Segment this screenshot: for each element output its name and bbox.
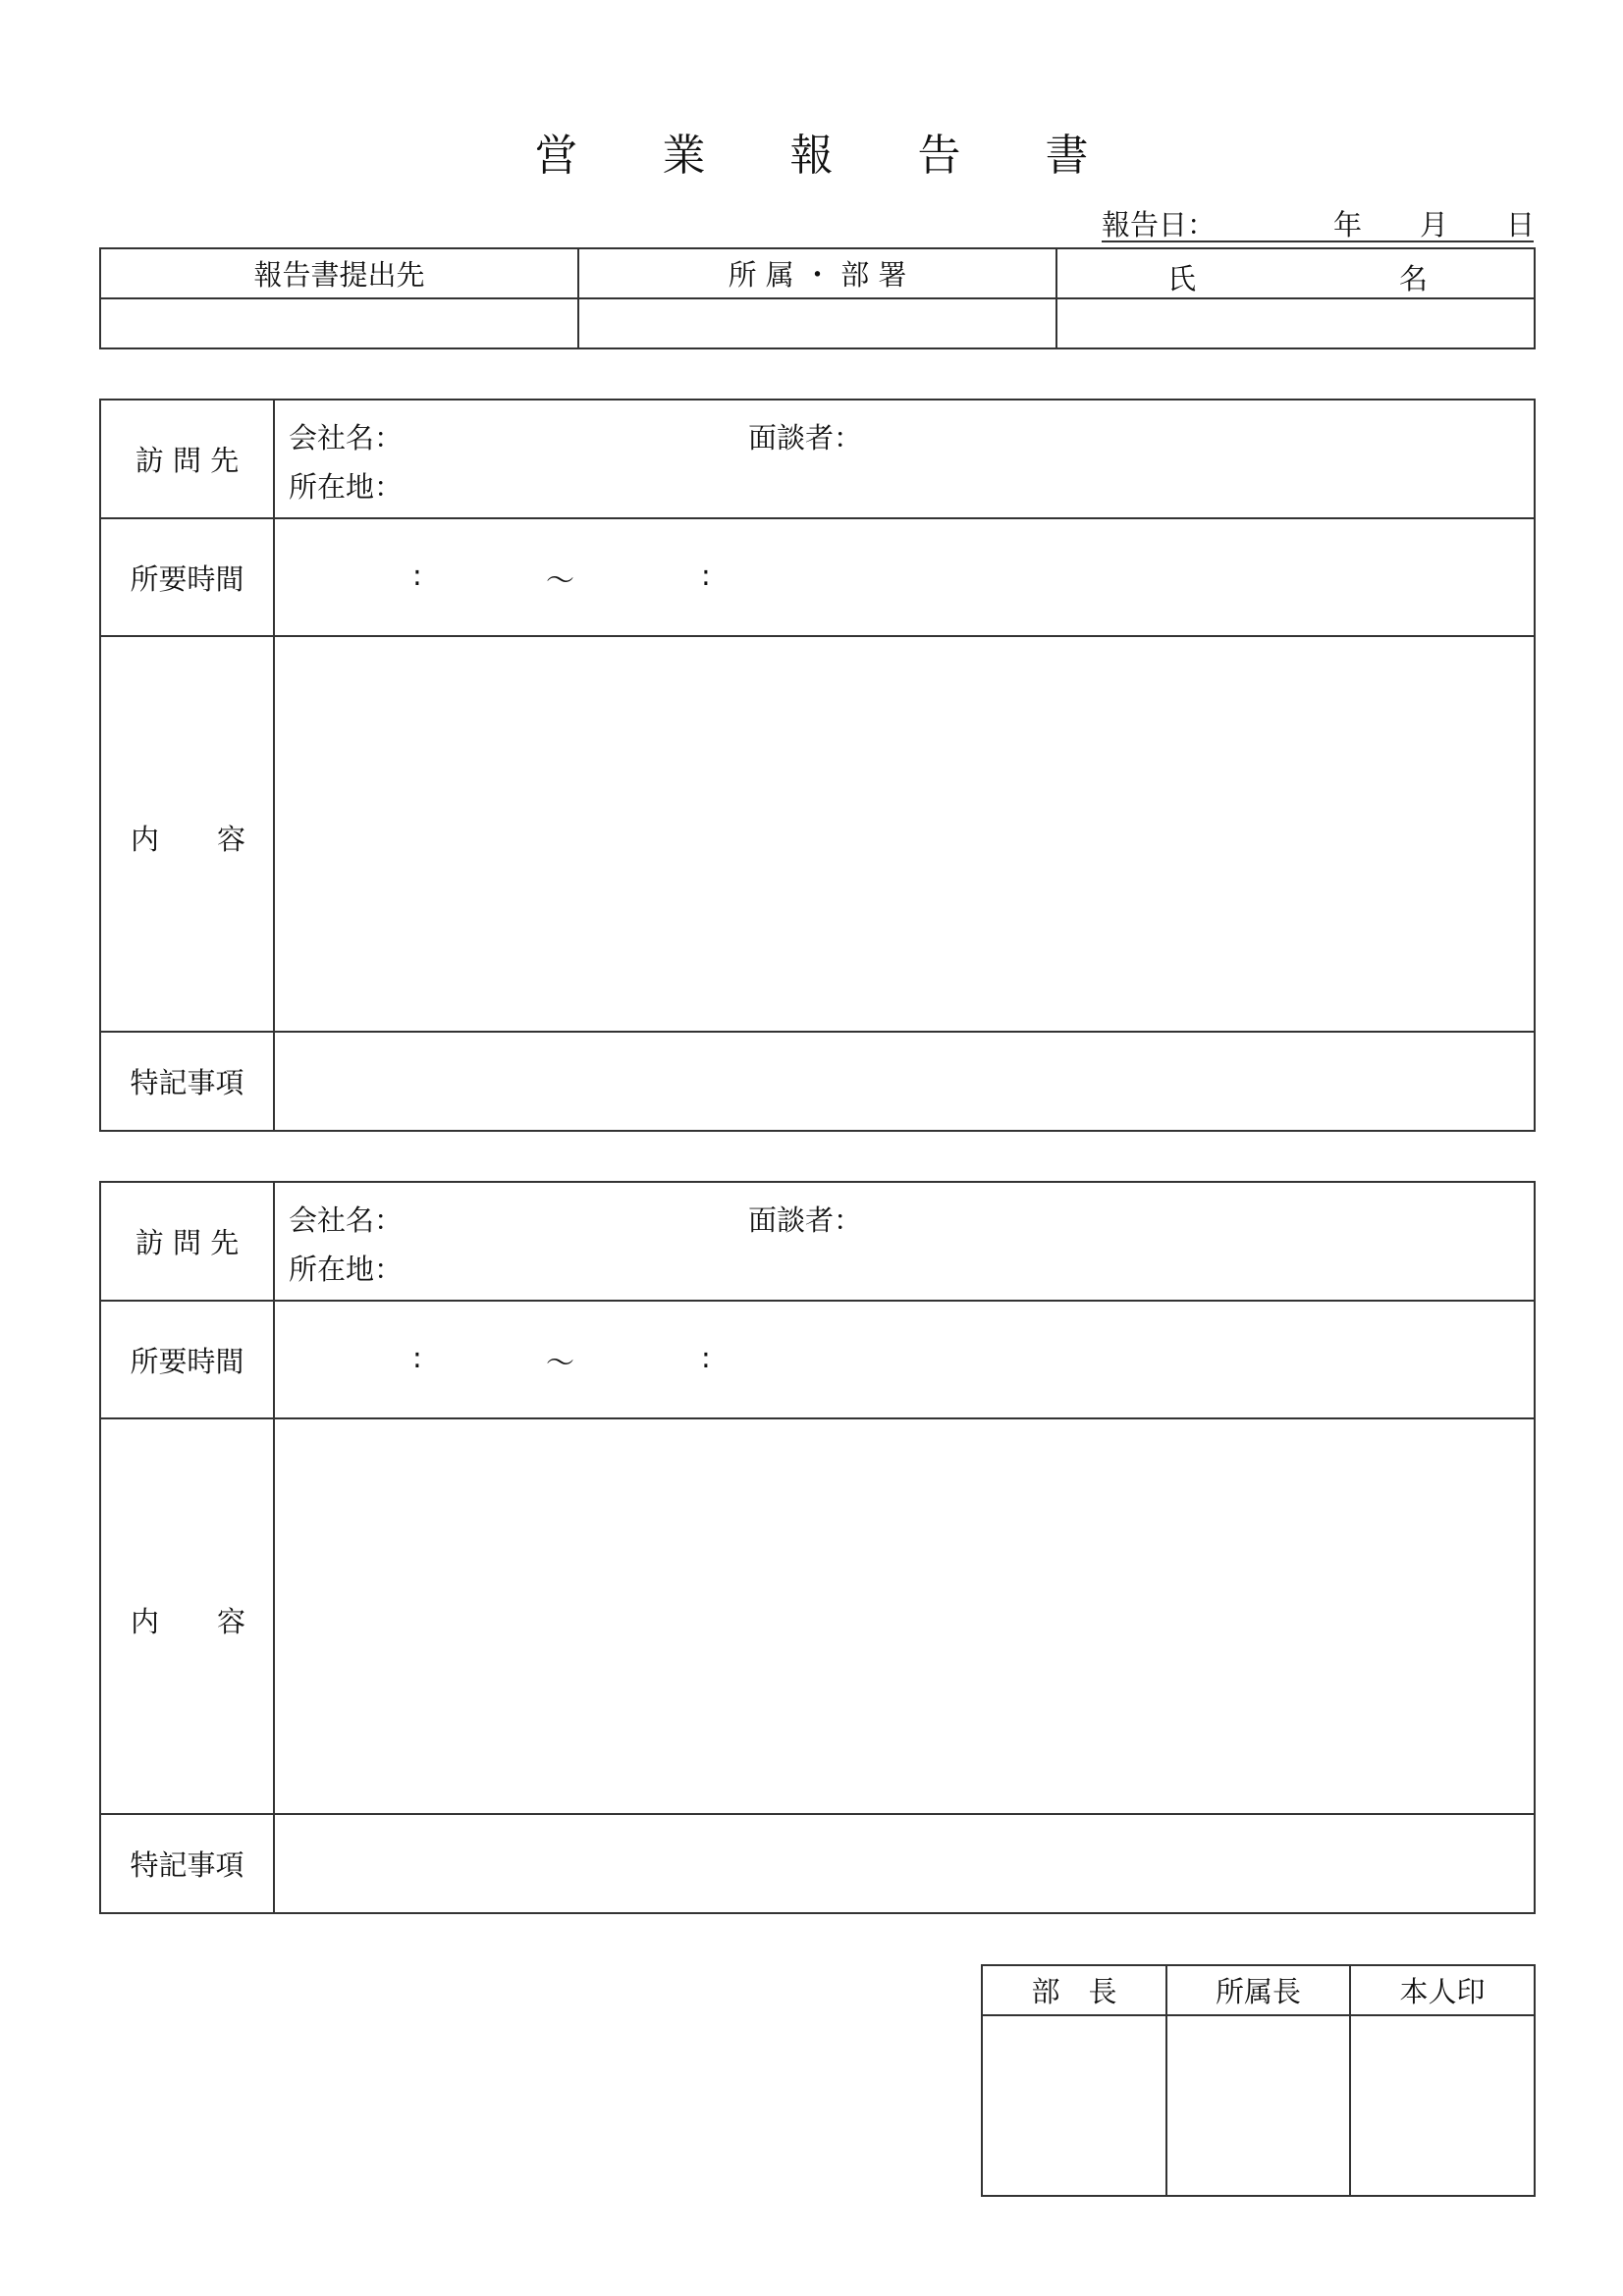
time-colon-start: : [412,1341,422,1374]
month-label: 月 [1420,208,1449,241]
visit-label: 訪 問 先 [100,400,274,518]
content-label [100,1418,274,1814]
section-chief-header: 所属長 [1166,1965,1350,2015]
time-label: 所要時間 [100,1301,274,1418]
visit-block-2 [99,1181,1536,1914]
page-title: 営 業 報 告 書 [534,131,1124,181]
time-colon-end: : [701,559,711,592]
submit-to-header: 報告書提出先 [100,248,578,298]
approval-table [981,1964,1536,2197]
content-field[interactable] [274,636,1535,1032]
report-date-label: 報告日： [1102,208,1217,241]
personal-seal-field[interactable] [1350,2015,1535,2196]
content-label-b: 容 [217,823,246,856]
visit-block-1 [99,399,1536,1132]
content-field[interactable] [274,1418,1535,1814]
visit-label: 訪 問 先 [100,1182,274,1301]
notes-label: 特記事項 [100,1032,274,1131]
notes-field[interactable] [274,1814,1535,1913]
section-chief-stamp-field[interactable] [1166,2015,1350,2196]
report-date-line[interactable] [1102,201,1534,242]
personal-seal-header: 本人印 [1350,1965,1535,2015]
content-label [100,636,274,1032]
time-tilde: ～ [546,563,575,597]
manager-header: 部 長 [982,1965,1166,2015]
name-field[interactable] [1056,298,1535,348]
name-header-a: 氏 [1167,262,1197,295]
visit-field[interactable] [274,400,1535,518]
header-table [99,247,1536,349]
year-label: 年 [1333,208,1363,241]
address-label: 所在地： [289,470,404,504]
notes-field[interactable] [274,1032,1535,1131]
notes-label: 特記事項 [100,1814,274,1913]
company-label: 会社名： [289,421,404,454]
time-label: 所要時間 [100,518,274,636]
address-label: 所在地： [289,1253,404,1286]
time-field[interactable] [274,518,1535,636]
department-header: 所 属 ・ 部 署 [578,248,1056,298]
time-tilde: ～ [546,1346,575,1379]
time-colon-start: : [412,559,422,592]
manager-stamp-field[interactable] [982,2015,1166,2196]
department-field[interactable] [578,298,1056,348]
content-label-a: 内 [131,823,160,856]
name-header-b: 名 [1399,262,1429,295]
day-label: 日 [1506,208,1536,241]
interviewer-label: 面談者： [748,1203,863,1237]
name-header [1056,248,1535,298]
time-field[interactable] [274,1301,1535,1418]
content-label-a: 内 [131,1605,160,1638]
company-label: 会社名： [289,1203,404,1237]
time-colon-end: : [701,1341,711,1374]
content-label-b: 容 [217,1605,246,1638]
interviewer-label: 面談者： [748,421,863,454]
submit-to-field[interactable] [100,298,578,348]
visit-field[interactable] [274,1182,1535,1301]
